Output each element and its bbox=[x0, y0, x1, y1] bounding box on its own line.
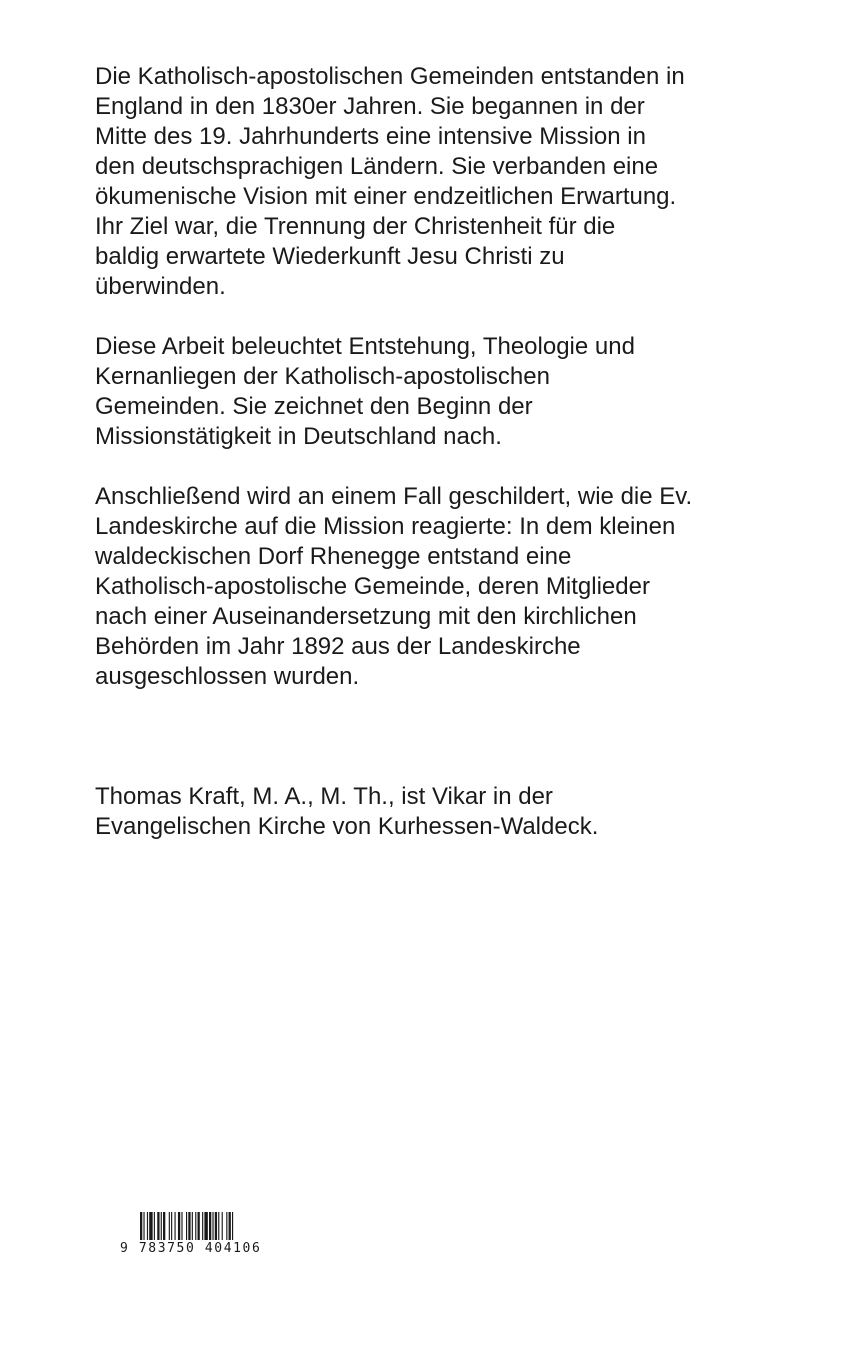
barcode-bar bbox=[218, 1212, 219, 1240]
text-line: nach einer Auseinandersetzung mit den kirchlichen bbox=[95, 603, 637, 630]
text-line: Kernanliegen der Katholisch-apostolischen bbox=[95, 363, 550, 390]
isbn-digits: 9 783750 404106 bbox=[120, 1241, 262, 1256]
text-line: Thomas Kraft, M. A., M. Th., ist Vikar in der bbox=[95, 783, 553, 810]
barcode-bar bbox=[149, 1212, 152, 1240]
text-line: Mitte des 19. Jahrhunderts eine intensive Mission in bbox=[95, 123, 646, 150]
barcode-bar bbox=[171, 1212, 172, 1240]
text-line: Anschließend wird an einem Fall geschildert, wie die Ev. bbox=[95, 483, 693, 510]
isbn-barcode bbox=[120, 1212, 295, 1262]
barcode-bar bbox=[161, 1212, 162, 1240]
barcode-bar bbox=[215, 1212, 217, 1240]
text-line: Gemeinden. Sie zeichnet den Beginn der bbox=[95, 393, 533, 420]
text-line: Die Katholisch-apostolischen Gemeinden entstanden in bbox=[95, 63, 685, 90]
text-line: überwinden. bbox=[95, 273, 226, 300]
barcode-bar bbox=[186, 1212, 187, 1240]
barcode-bar bbox=[222, 1212, 223, 1240]
barcode-bar bbox=[229, 1212, 231, 1240]
text-line: Evangelischen Kirche von Kurhessen-Waldeck. bbox=[95, 813, 599, 840]
barcode-bar bbox=[195, 1212, 196, 1240]
barcode-bar bbox=[188, 1212, 190, 1240]
text-line: waldeckischen Dorf Rhenegge entstand eine bbox=[95, 543, 572, 570]
barcode-bar bbox=[226, 1212, 227, 1240]
text-line: den deutschsprachigen Ländern. Sie verbanden eine bbox=[95, 153, 659, 180]
text-line: England in den 1830er Jahren. Sie begannen in der bbox=[95, 93, 645, 120]
barcode-bar bbox=[143, 1212, 144, 1240]
barcode-bar bbox=[163, 1212, 165, 1240]
text-line: Ihr Ziel war, die Trennung der Christenheit für die bbox=[95, 213, 616, 240]
barcode-bar bbox=[192, 1212, 193, 1240]
text-line: Landeskirche auf die Mission reagierte: In dem kleinen bbox=[95, 513, 676, 540]
barcode-bar bbox=[232, 1212, 233, 1240]
barcode-bar bbox=[147, 1212, 148, 1240]
barcode-bar bbox=[140, 1212, 142, 1240]
barcode-bar bbox=[169, 1212, 170, 1240]
barcode-bar bbox=[181, 1212, 182, 1240]
text-line: ökumenische Vision mit einer endzeitlichen Erwartung. bbox=[95, 183, 677, 210]
barcode-bar bbox=[175, 1212, 176, 1240]
barcode-bar bbox=[198, 1212, 200, 1240]
author-bio bbox=[95, 782, 735, 842]
barcode-bar bbox=[212, 1212, 213, 1240]
text-line: baldig erwartete Wiederkunft Jesu Christi zu bbox=[95, 243, 565, 270]
barcode-bar bbox=[202, 1212, 203, 1240]
blurb-paragraph-3 bbox=[95, 482, 735, 692]
text-line: Diese Arbeit beleuchtet Entstehung, Theologie und bbox=[95, 333, 635, 360]
text-line: Missionstätigkeit in Deutschland nach. bbox=[95, 423, 502, 450]
barcode-bars bbox=[120, 1212, 295, 1240]
barcode-bar bbox=[157, 1212, 159, 1240]
blurb-paragraph-2 bbox=[95, 332, 735, 452]
barcode-bar bbox=[204, 1212, 207, 1240]
text-line: Behörden im Jahr 1892 aus der Landeskirche bbox=[95, 633, 581, 660]
barcode-bar bbox=[154, 1212, 155, 1240]
barcode-bar bbox=[209, 1212, 211, 1240]
text-line: Katholisch-apostolische Gemeinde, deren Mitglieder bbox=[95, 573, 650, 600]
blurb-paragraph-1 bbox=[95, 62, 735, 302]
barcode-bar bbox=[178, 1212, 180, 1240]
text-line: ausgeschlossen wurden. bbox=[95, 663, 360, 690]
